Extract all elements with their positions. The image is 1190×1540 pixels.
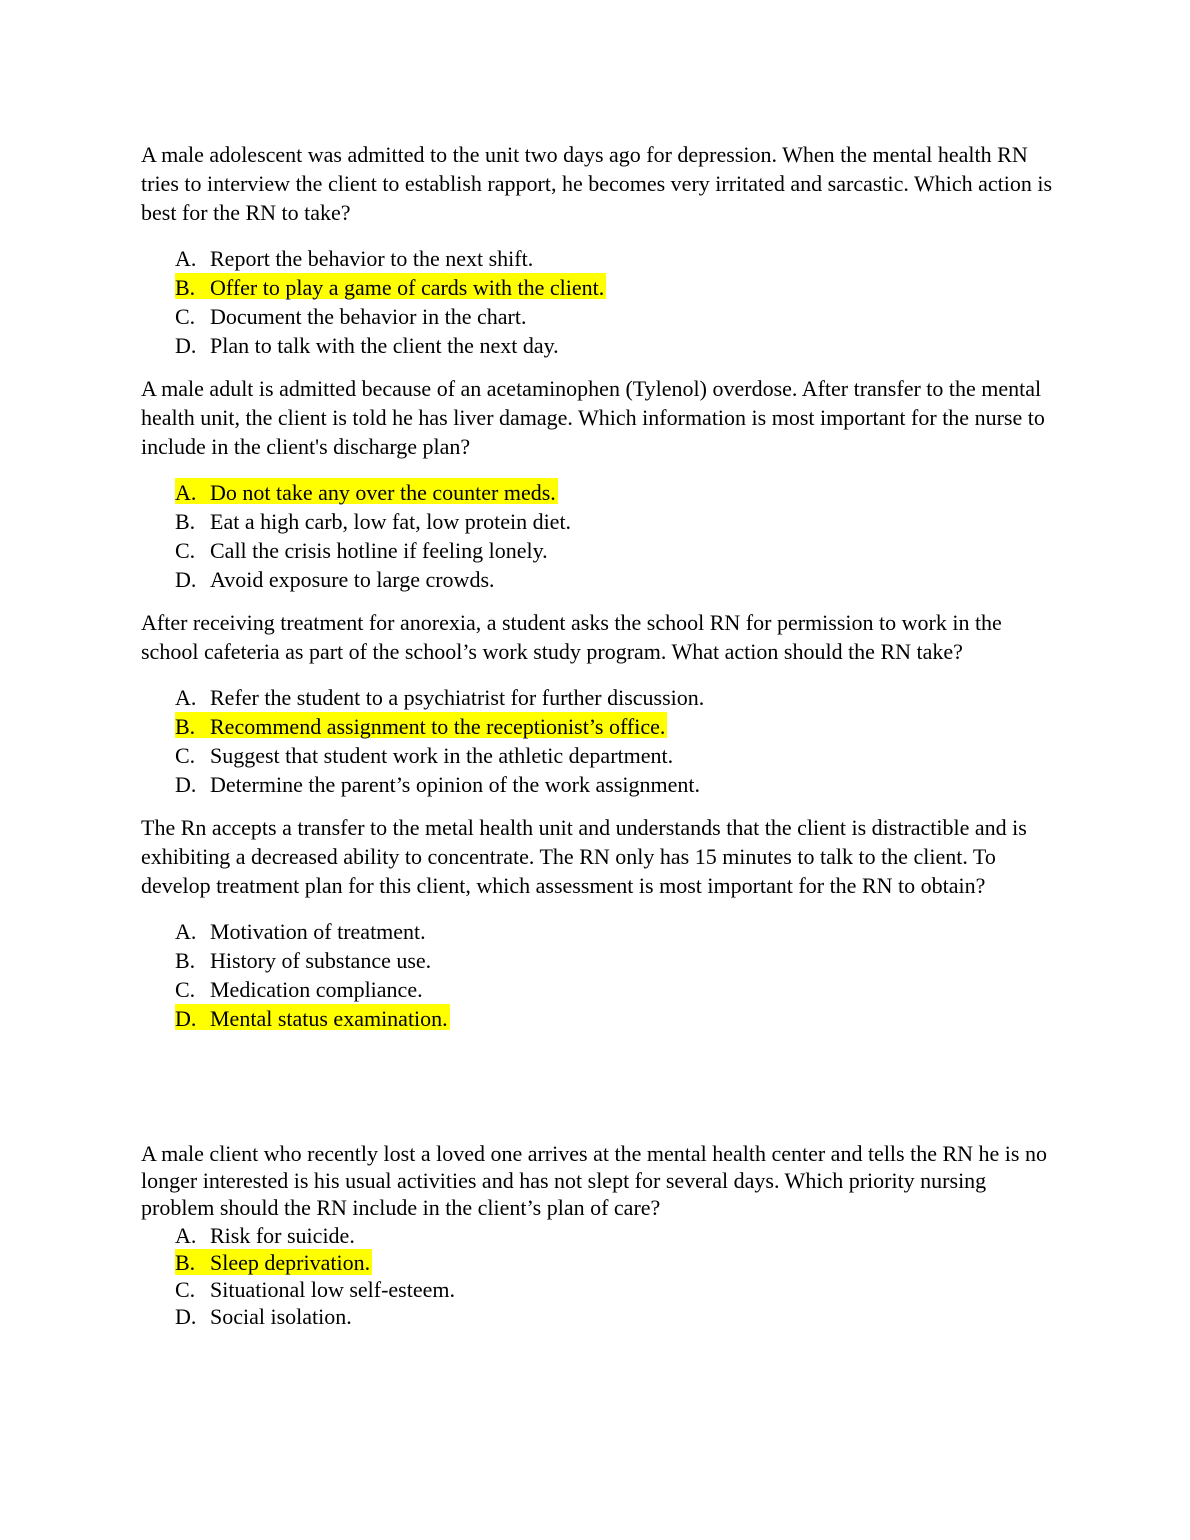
option-d: D. Social isolation. bbox=[175, 1304, 352, 1329]
question-1 bbox=[141, 140, 1061, 359]
option-b: B. Sleep deprivation. bbox=[175, 1250, 371, 1275]
question-stem: A male adult is admitted because of an acetaminophen (Tylenol) overdose. After transfer to the mental health unit, the client is told he has liver damage. Which information is most important for the nurse to include in the client's discharge plan? bbox=[141, 376, 1045, 459]
option-c: C. Suggest that student work in the athletic department. bbox=[175, 743, 674, 768]
question-3 bbox=[141, 608, 1061, 798]
option-d: D. Avoid exposure to large crowds. bbox=[175, 567, 495, 592]
option-b: B. History of substance use. bbox=[175, 948, 432, 973]
option-d: D. Determine the parent’s opinion of the work assignment. bbox=[175, 772, 700, 797]
option-b: B. Recommend assignment to the receptionist’s office. bbox=[175, 714, 666, 739]
options-list bbox=[141, 243, 1061, 359]
option-c: C. Situational low self-esteem. bbox=[175, 1277, 455, 1302]
option-b: B. Eat a high carb, low fat, low protein diet. bbox=[175, 509, 572, 534]
question-4 bbox=[141, 813, 1061, 1032]
options-list bbox=[141, 1221, 1061, 1329]
option-a: A. Risk for suicide. bbox=[175, 1223, 355, 1248]
question-2 bbox=[141, 374, 1061, 593]
option-a: A. Motivation of treatment. bbox=[175, 919, 426, 944]
option-d: D. Mental status examination. bbox=[175, 1006, 448, 1031]
question-stem: The Rn accepts a transfer to the metal health unit and understands that the client is distractible and is exhibiting a decreased ability to concentrate. The RN only has 15 minutes to talk to the client. To develop treatment plan for this client, which assessment is most important for the RN to obtain? bbox=[141, 815, 1027, 898]
question-5 bbox=[141, 1140, 1061, 1329]
options-list bbox=[141, 477, 1061, 593]
option-d: D. Plan to talk with the client the next day. bbox=[175, 333, 559, 358]
question-stem: A male client who recently lost a loved one arrives at the mental health center and tells the RN he is no longer interested is his usual activities and has not slept for several days. Which priority nursing problem should the RN include in the client’s plan of care? bbox=[141, 1141, 1047, 1220]
options-list bbox=[141, 916, 1061, 1032]
question-stem: A male adolescent was admitted to the unit two days ago for depression. When the mental health RN tries to interview the client to establish rapport, he becomes very irritated and sarcastic. Which action is best for the RN to take? bbox=[141, 142, 1053, 225]
option-c: C. Call the crisis hotline if feeling lonely. bbox=[175, 538, 548, 563]
option-c: C. Document the behavior in the chart. bbox=[175, 304, 527, 329]
question-stem: After receiving treatment for anorexia, a student asks the school RN for permission to work in the school cafeteria as part of the school’s work study program. What action should the RN take? bbox=[141, 610, 1002, 664]
option-a: A. Do not take any over the counter meds. bbox=[175, 480, 556, 505]
options-list bbox=[141, 682, 1061, 798]
option-c: C. Medication compliance. bbox=[175, 977, 423, 1002]
option-b: B. Offer to play a game of cards with the client. bbox=[175, 275, 605, 300]
option-a: A. Report the behavior to the next shift. bbox=[175, 246, 534, 271]
option-a: A. Refer the student to a psychiatrist for further discussion. bbox=[175, 685, 705, 710]
